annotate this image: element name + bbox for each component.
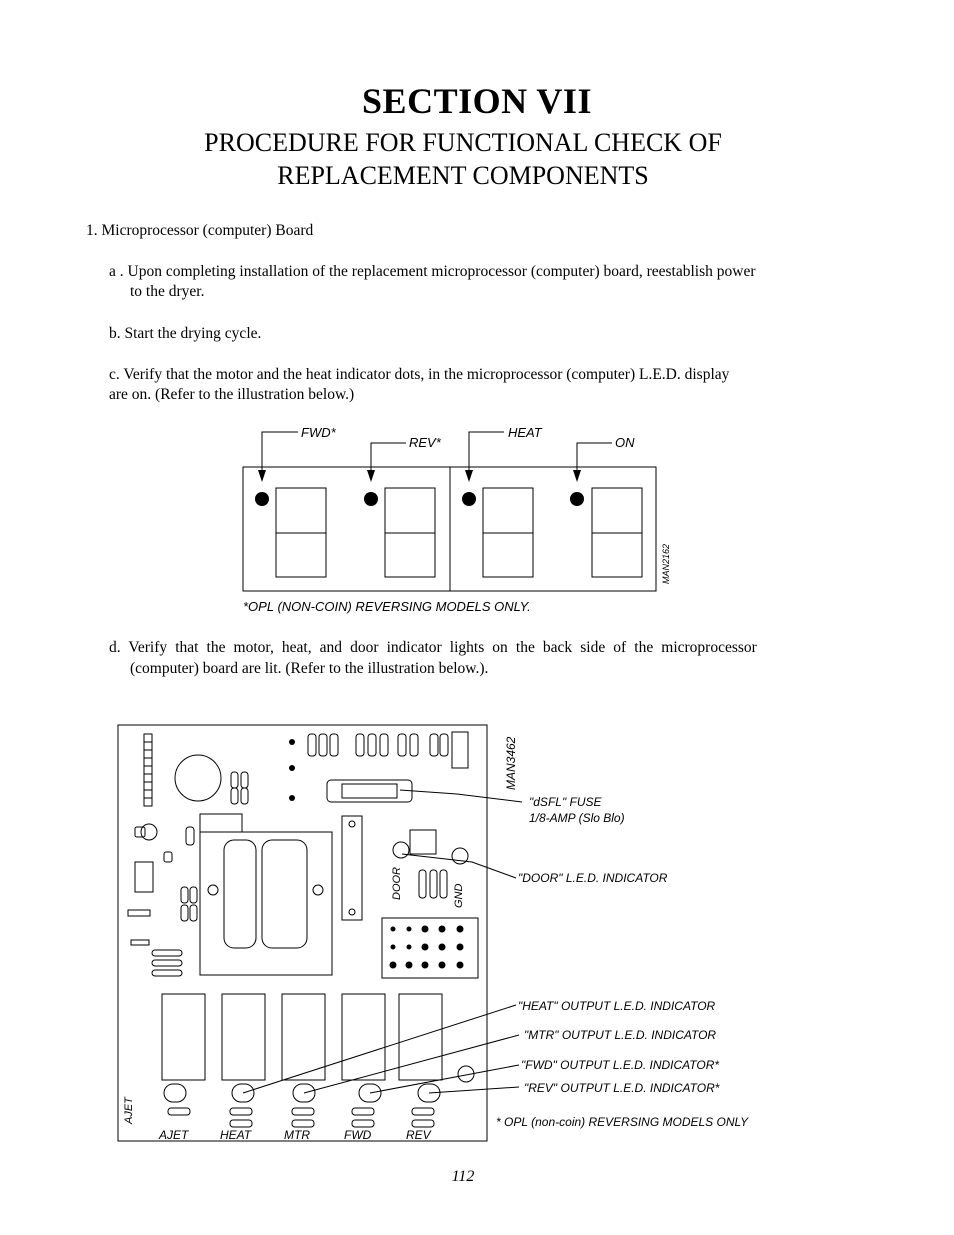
door-label: DOOR (391, 867, 403, 900)
rev-label: REV* (409, 435, 441, 450)
step-a-line1: a . Upon completing installation of the replacement microprocessor (computer) board, reestablish power (109, 263, 756, 280)
rev-callout: "REV" OUTPUT L.E.D. INDICATOR* (524, 1081, 720, 1095)
section-subtitle-line1: PROCEDURE FOR FUNCTIONAL CHECK OF (204, 128, 722, 157)
led-display-illustration (238, 420, 671, 620)
step-d-line2: (computer) board are lit. (Refer to the illustration below.). (130, 660, 489, 677)
ajet-side-label: AJET (123, 1097, 135, 1124)
fwd-callout: "FWD" OUTPUT L.E.D. INDICATOR* (521, 1058, 720, 1072)
section-subtitle-line2: REPLACEMENT COMPONENTS (277, 161, 649, 190)
section-title: SECTION VII (362, 81, 592, 121)
mtr-callout: "MTR" OUTPUT L.E.D. INDICATOR (524, 1028, 717, 1042)
ajet-label: AJET (159, 1128, 189, 1142)
rev-label: REV (406, 1128, 431, 1142)
led-drawing-id: MAN2162 (661, 543, 671, 584)
item1-heading: 1. Microprocessor (computer) Board (86, 222, 314, 239)
step-c-line2: are on. (Refer to the illustration below.) (109, 386, 355, 403)
led-footnote: *OPL (NON-COIN) REVERSING MODELS ONLY. (243, 599, 531, 614)
circuit-board-illustration (112, 722, 812, 1147)
board-footnote: * OPL (non-coin) REVERSING MODELS ONLY (496, 1115, 749, 1129)
fwd-label: FWD* (301, 425, 336, 440)
step-d-line1: d. Verify that the motor, heat, and door indicator lights on the back side of the microprocessor (109, 639, 757, 656)
fwd-label: FWD (344, 1128, 372, 1142)
mtr-label: MTR (284, 1128, 310, 1142)
fuse-callout-line2: 1/8-AMP (Slo Blo) (529, 811, 625, 825)
on-label: ON (615, 435, 635, 450)
step-c-line1: c. Verify that the motor and the heat indicator dots, in the microprocessor (computer) L.E.D. display (109, 366, 730, 383)
door-callout: "DOOR" L.E.D. INDICATOR (518, 871, 668, 885)
step-a-line2: to the dryer. (130, 283, 205, 300)
step-b: b. Start the drying cycle. (109, 325, 262, 342)
heat-label: HEAT (220, 1128, 252, 1142)
gnd-label: GND (453, 883, 465, 908)
page-number: 112 (451, 1168, 475, 1185)
board-drawing-id: MAN3462 (504, 736, 518, 790)
fuse-callout-line1: "dSFL" FUSE (529, 795, 602, 809)
heat-label: HEAT (508, 425, 542, 440)
heat-callout: "HEAT" OUTPUT L.E.D. INDICATOR (518, 999, 716, 1013)
